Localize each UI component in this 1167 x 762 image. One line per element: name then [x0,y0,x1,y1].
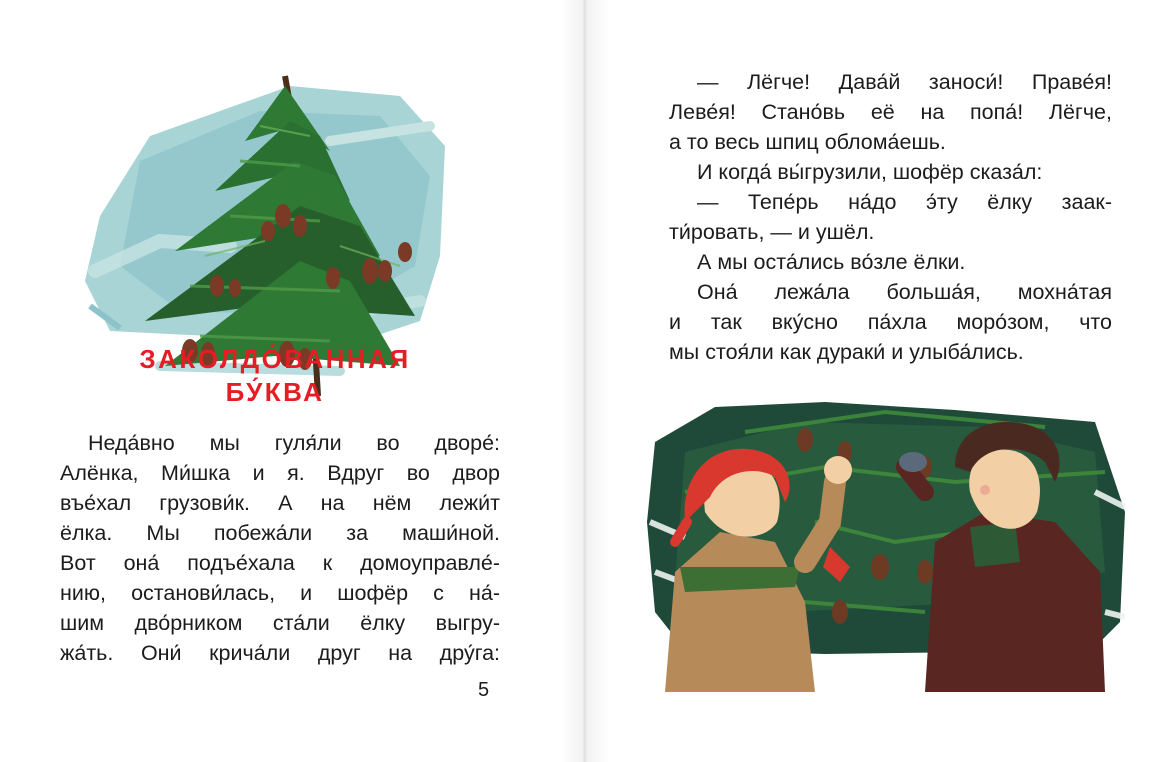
text-line: А мы оста́лись во́зле ёлки. [697,250,966,274]
story-title [0,343,550,409]
text-line: Леве́я! Стано́вь её на попа́! Лёгче, [669,100,1112,124]
text-line: а то весь шпиц облома́ешь. [669,130,946,154]
text-line: Она́ лежа́ла больша́я, мохна́тая [697,280,1112,304]
story-title-line: ЗАКОЛДО́ВАННАЯ [139,344,411,374]
left-paragraph [60,428,500,668]
text-line: жа́ть. Они́ крича́ли друг на дру́га: [60,641,500,665]
text-line: Неда́вно мы гуля́ли во дворе́: [88,431,500,455]
text-line: мы стоя́ли как дураки́ и улыба́лись. [669,340,1024,364]
page-number: 5 [478,679,490,701]
narration-paragraph [669,157,1112,187]
dialogue-paragraph [669,187,1112,247]
text-line: Вот она́ подъе́хала к домоуправле́- [60,551,500,575]
story-title-line: БУ́КВА [225,377,325,407]
right-page [585,0,1167,762]
children-at-tree-illustration [625,372,1139,692]
narration-paragraph [669,247,1112,277]
right-text-block [669,67,1112,367]
text-line: — Лёгче! Дава́й заноси́! Праве́я! [697,70,1112,94]
text-line: ёлка. Мы побежа́ли за маши́ной. [60,521,500,545]
text-line: — Тепе́рь на́до э́ту ёлку заак- [697,190,1112,214]
text-line: и так вку́сно па́хла моро́зом, что [669,310,1112,334]
text-line: шим дво́рником ста́ли ёлку выгру- [60,611,500,635]
dialogue-paragraph [669,67,1112,157]
narration-paragraph [669,277,1112,367]
text-line: Алёнка, Ми́шка и я. Вдруг во двор [60,461,500,485]
text-line: нию, останови́лась, и шофёр с на́- [60,581,500,605]
left-page [0,0,583,762]
text-line: И когда́ вы́грузили, шофёр сказа́л: [697,160,1043,184]
text-line: ти́ровать, — и ушёл. [669,220,875,244]
text-line: въе́хал грузови́к. А на нём лежи́т [60,491,500,515]
